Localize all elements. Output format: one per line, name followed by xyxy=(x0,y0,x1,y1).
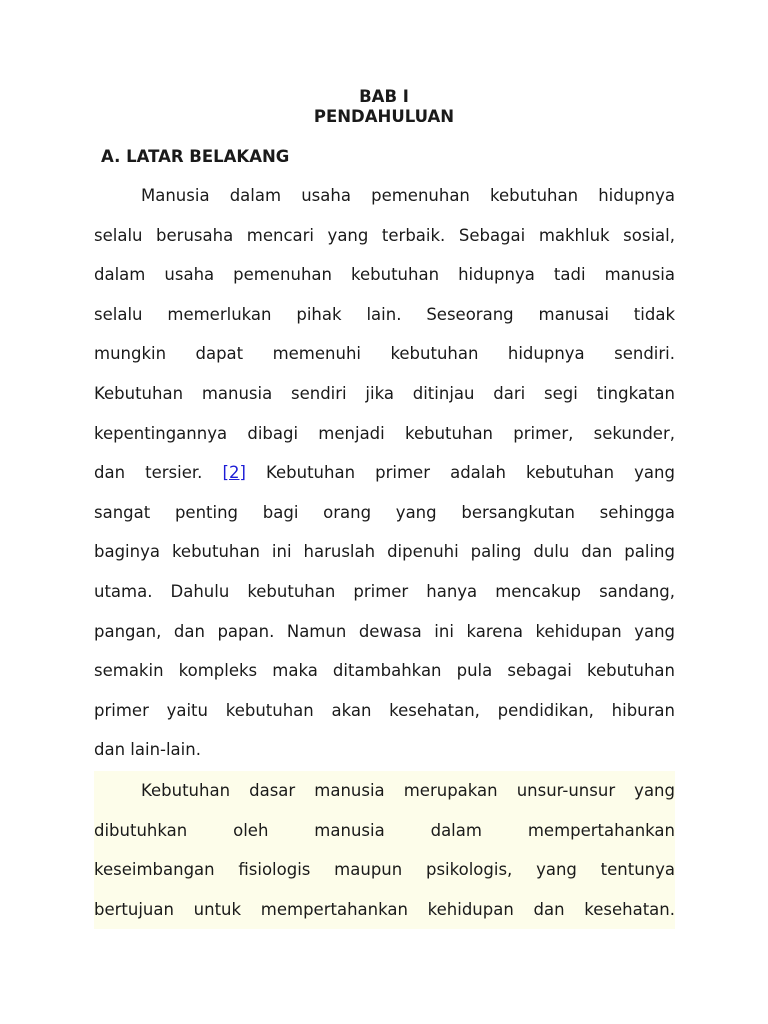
highlighted-paragraph xyxy=(94,771,675,929)
chapter-subtitle: PENDAHULUAN xyxy=(313,107,455,126)
paragraph-line: pangan, dan papan. Namun dewasa ini karena kehidupan yang xyxy=(94,621,675,641)
paragraph-line: selalu memerlukan pihak lain. Seseorang manusai tidak xyxy=(94,304,675,324)
citation-link[interactable]: [2] xyxy=(222,463,246,483)
paragraph-line: bertujuan untuk mempertahankan kehidupan dan kesehatan. xyxy=(94,899,675,919)
paragraph-line: dibutuhkan oleh manusia dalam mempertahankan xyxy=(94,820,675,840)
paragraph-line-with-citation xyxy=(94,453,675,493)
paragraph-line: Kebutuhan manusia sendiri jika ditinjau dari segi tingkatan xyxy=(94,383,675,403)
paragraph-line: selalu berusaha mencari yang terbaik. Sebagai makhluk sosial, xyxy=(94,225,675,245)
chapter-heading xyxy=(0,87,768,127)
paragraph-line: dan lain-lain. xyxy=(94,740,201,760)
paragraph-line: mungkin dapat memenuhi kebutuhan hidupnya sendiri. xyxy=(94,344,675,364)
paragraph-line: baginya kebutuhan ini haruslah dipenuhi paling dulu dan paling xyxy=(94,542,675,562)
paragraph-line: semakin kompleks maka ditambahkan pula sebagai kebutuhan xyxy=(94,661,675,681)
paragraph-line: kepentingannya dibagi menjadi kebutuhan primer, sekunder, xyxy=(94,423,675,443)
paragraph-line: sangat penting bagi orang yang bersangkutan sehingga xyxy=(94,502,675,522)
section-heading: A. LATAR BELAKANG xyxy=(101,147,290,166)
paragraph-line: primer yaitu kebutuhan akan kesehatan, pendidikan, hiburan xyxy=(94,700,675,720)
paragraph-line: Manusia dalam usaha pemenuhan kebutuhan hidupnya xyxy=(141,186,675,205)
paragraph-line: keseimbangan fisiologis maupun psikologis, yang tentunya xyxy=(94,860,675,880)
paragraph-line: utama. Dahulu kebutuhan primer hanya mencakup sandang, xyxy=(94,581,675,601)
line-text-before-citation: dan tersier. xyxy=(94,463,203,483)
paragraph-background xyxy=(94,176,675,770)
paragraph-line: Kebutuhan dasar manusia merupakan unsur-unsur yang xyxy=(141,781,675,800)
line-text-after-citation: Kebutuhan primer adalah kebutuhan yang xyxy=(266,463,675,483)
chapter-title: BAB I xyxy=(359,87,409,106)
paragraph-line: dalam usaha pemenuhan kebutuhan hidupnya tadi manusia xyxy=(94,265,675,285)
